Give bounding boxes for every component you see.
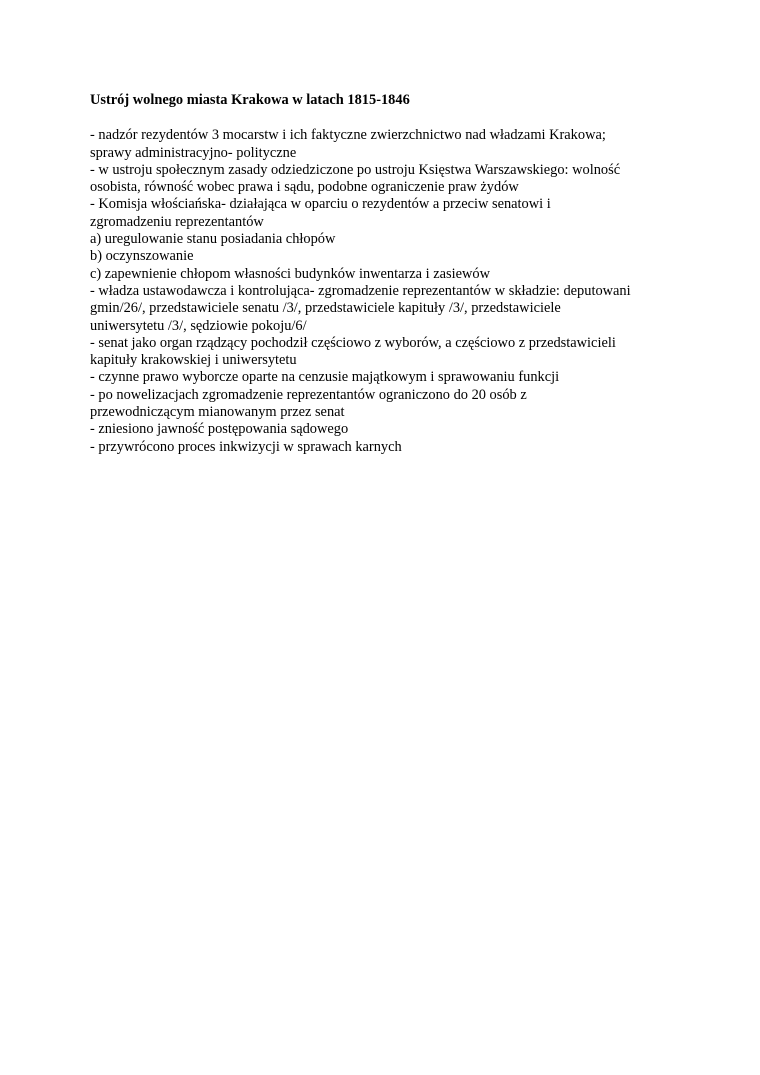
text-line: - władza ustawodawcza i kontrolująca- zgromadzenie reprezentantów w składzie: deputowani xyxy=(90,282,631,299)
text-line: - senat jako organ rządzący pochodził częściowo z wyborów, a częściowo z przedstawicieli xyxy=(90,334,616,351)
text-line: kapituły krakowskiej i uniwersytetu xyxy=(90,352,297,369)
text-line: osobista, równość wobec prawa i sądu, podobne ograniczenie praw żydów xyxy=(90,179,519,196)
text-line: - po nowelizacjach zgromadzenie reprezentantów ograniczono do 20 osób z xyxy=(90,386,527,403)
text-line: - Komisja włościańska- działająca w oparciu o rezydentów a przeciw senatowi i xyxy=(90,196,551,213)
text-line: uniwersytetu /3/, sędziowie pokoju/6/ xyxy=(90,317,307,334)
document-title: Ustrój wolnego miasta Krakowa w latach 1815-1846 xyxy=(90,92,410,108)
text-line: gmin/26/, przedstawiciele senatu /3/, przedstawiciele kapituły /3/, przedstawiciele xyxy=(90,300,561,317)
text-line: - czynne prawo wyborcze oparte na cenzusie majątkowym i sprawowaniu funkcji xyxy=(90,369,560,386)
text-line: b) oczynszowanie xyxy=(90,248,194,265)
document-body xyxy=(90,127,680,456)
text-line: przewodniczącym mianowanym przez senat xyxy=(90,404,345,421)
text-line: zgromadzeniu reprezentantów xyxy=(90,213,264,230)
text-line: - przywrócono proces inkwizycji w sprawach karnych xyxy=(90,438,402,455)
text-line: - zniesiono jawność postępowania sądowego xyxy=(90,421,349,438)
text-line: a) uregulowanie stanu posiadania chłopów xyxy=(90,231,336,248)
text-line: c) zapewnienie chłopom własności budynków inwentarza i zasiewów xyxy=(90,265,491,282)
text-line: sprawy administracyjno- polityczne xyxy=(90,144,297,161)
text-line: - nadzór rezydentów 3 mocarstw i ich faktyczne zwierzchnictwo nad władzami Krakowa; xyxy=(90,127,606,144)
document-content xyxy=(90,92,680,456)
text-line: - w ustroju społecznym zasady odziedziczone po ustroju Księstwa Warszawskiego: wolność xyxy=(90,161,621,178)
